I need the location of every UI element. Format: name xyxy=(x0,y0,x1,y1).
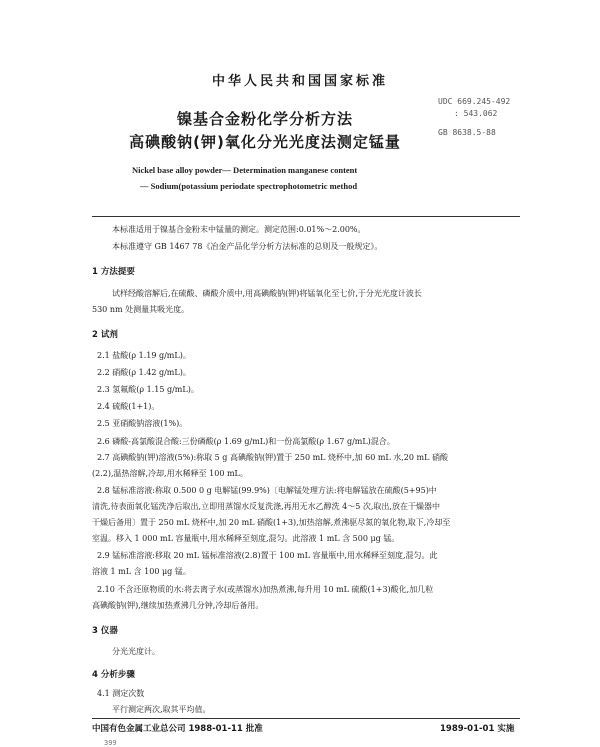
english-title-line2: — Sodium(potassium periodate spectrophotometric method xyxy=(140,181,358,191)
reagent-2-7-line1: 2.7 高碘酸钠(钾)溶液(5%):称取 5 g 高碘酸钠(钾)置于 250 mL 烧杯中,加 60 mL 水,20 mL 硝酸 xyxy=(97,453,448,462)
reagent-2-5: 2.5 亚硝酸钠溶液(1%)。 xyxy=(97,419,188,428)
reagent-2-7-line2: (2.2),温热溶解,冷却,用水稀释至 100 mL。 xyxy=(92,469,248,478)
section-1-heading: 1 方法提要 xyxy=(92,267,135,277)
reagent-2-10-line2: 高碘酸钠(钾),继续加热煮沸几分钟,冷却后备用。 xyxy=(92,601,264,610)
section-2-heading: 2 试剂 xyxy=(92,330,118,340)
intro-line2: 本标准遵守 GB 1467 78《冶金产品化学分析方法标准的总则及一般规定》。 xyxy=(112,242,383,251)
gb-number: GB 8638.5-88 xyxy=(438,128,496,137)
page-number: 399 xyxy=(104,739,117,747)
reagent-2-9-line2: 溶液 1 mL 含 100 μg 锰。 xyxy=(92,567,191,576)
national-standard-title: 中华人民共和国国家标准 xyxy=(211,74,388,89)
section-4-1-text: 平行测定两次,取其平均值。 xyxy=(112,705,211,714)
standard-title-line1: 镍基合金粉化学分析方法 xyxy=(176,110,353,128)
reagent-2-8-line3: 干燥后备用〕置于 250 mL 烧杯中,加 20 mL 硝酸(1+3),加热溶解,煮沸驱尽氮的氧化物,取下,冷却至 xyxy=(92,518,451,527)
implementation-line: 1989-01-01 实施 xyxy=(440,724,515,734)
top-divider xyxy=(92,216,520,217)
section-1-line2: 530 nm 处测量其吸光度。 xyxy=(92,305,190,314)
section-4-heading: 4 分析步骤 xyxy=(92,670,135,680)
reagent-2-6: 2.6 磷酸-高氯酸混合酸:三份磷酸(ρ 1.69 g/mL)和一份高氯酸(ρ 1.67 g/mL)混合。 xyxy=(97,437,395,446)
reagent-2-1: 2.1 盐酸(ρ 1.19 g/mL)。 xyxy=(97,351,191,360)
udc-code-line2: : 543.062 xyxy=(454,109,498,118)
reagent-2-3: 2.3 氢氟酸(ρ 1.15 g/mL)。 xyxy=(97,385,199,394)
reagent-2-8-line2: 清洗,待表面氧化锰洗净后取出,立即用蒸馏水反复洗涤,再用无水乙醇洗 4～5 次,取出,放在干燥器中 xyxy=(92,502,440,511)
standard-title-line2: 高碘酸钠(钾)氧化分光光度法测定锰量 xyxy=(129,133,401,151)
approval-line: 中国有色金属工业总公司 1988-01-11 批准 xyxy=(92,724,263,734)
section-3-line1: 分光光度计。 xyxy=(112,647,160,656)
intro-line1: 本标准适用于镍基合金粉末中锰量的测定。测定范围:0.01%～2.00%。 xyxy=(112,225,366,234)
section-4-1-heading: 4.1 测定次数 xyxy=(97,689,145,698)
reagent-2-4: 2.4 硫酸(1+1)。 xyxy=(97,402,160,411)
bottom-divider xyxy=(92,718,520,719)
english-title-line1: Nickel base alloy powder— Determination manganese content xyxy=(132,165,358,175)
reagent-2-8-line4: 室温。移入 1 000 mL 容量瓶中,用水稀释至刻度,混匀。此溶液 1 mL 含 500 μg 锰。 xyxy=(92,534,400,543)
reagent-2-8-line1: 2.8 锰标准溶液:称取 0.500 0 g 电解锰(99.9%)〔电解锰处理方法:将电解锰放在硫酸(5+95)中 xyxy=(97,486,437,495)
section-3-heading: 3 仪器 xyxy=(92,626,118,636)
reagent-2-10-line1: 2.10 不含还原物质的水:将去离子水(或蒸馏水)加热煮沸,每升用 10 mL 硫酸(1+3)酸化,加几粒 xyxy=(97,585,434,594)
section-1-line1: 试样经酸溶解后,在硫酸、磷酸介质中,用高碘酸钠(钾)将锰氧化至七价,于分光光度计波长 xyxy=(112,289,422,298)
reagent-2-2: 2.2 硝酸(ρ 1.42 g/mL)。 xyxy=(97,368,191,377)
udc-code-line1: UDC 669.245-492 xyxy=(438,97,511,106)
reagent-2-9-line1: 2.9 锰标准溶液:移取 20 mL 锰标准溶液(2.8)置于 100 mL 容量瓶中,用水稀释至刻度,混匀。此 xyxy=(97,551,438,560)
